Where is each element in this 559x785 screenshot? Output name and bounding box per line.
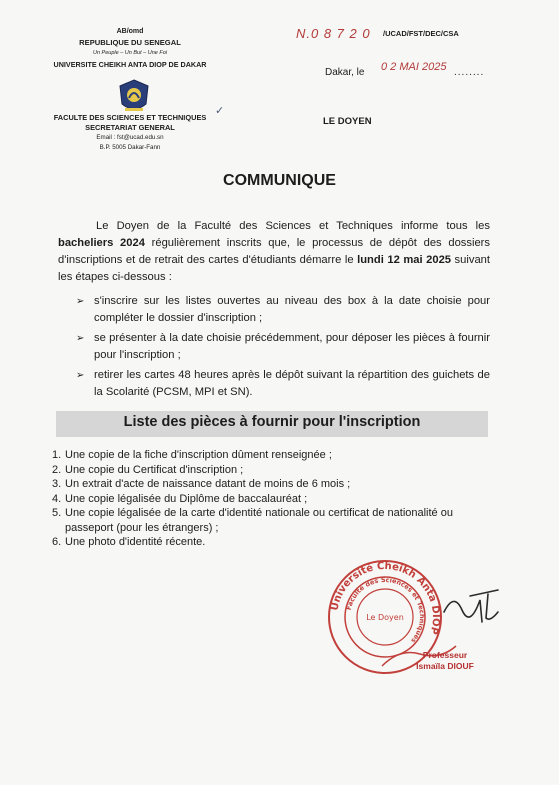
intro-bold-1: bacheliers 2024 <box>58 237 145 249</box>
documents-list <box>52 448 492 550</box>
arrow-bullet-icon: ➢ <box>76 296 85 307</box>
university-name: UNIVERSITE CHEIKH ANTA DIOP DE DAKAR <box>53 60 207 69</box>
signatory-title: LE DOYEN <box>323 116 372 127</box>
list-item <box>52 492 492 507</box>
date-handwritten: 0 2 MAI 2025 <box>381 61 447 73</box>
arrow-bullet-icon: ➢ <box>76 333 85 344</box>
intro-text-1: Le Doyen de la Faculté des Sciences et Techniques informe tous les <box>96 220 490 232</box>
step-text: se présenter à la date choisie précédemment, pour déposer les pièces à fournir pour l'inscription ; <box>94 332 490 361</box>
steps-list <box>72 293 490 404</box>
step-text: retirer les cartes 48 heures après le dépôt suivant la répartition des guichets de la Scolarité (PCSM, MPI et SN). <box>94 369 490 398</box>
list-item <box>72 330 490 364</box>
faculty-name: FACULTE DES SCIENCES ET TECHNIQUES <box>53 113 207 122</box>
reference-initials: AB/omd <box>116 28 144 35</box>
signatory-rank: Professeur <box>422 650 468 660</box>
stamp-inner-text: Faculté des Sciences et Techniques <box>344 575 427 645</box>
faculty-address: B.P. 5005 Dakar-Fann <box>99 144 161 151</box>
republic-name: REPUBLIQUE DU SENEGAL <box>79 38 181 47</box>
svg-text:Faculté des Sciences et Techni <box>345 576 426 645</box>
intro-bold-2: lundi 12 mai 2025 <box>357 254 452 266</box>
signature-icon <box>440 582 510 630</box>
list-item <box>52 448 492 463</box>
national-motto: Un Peuple – Un But – Une Foi <box>93 50 167 56</box>
reference-number-handwritten: N.0 8 7 2 0 <box>296 26 371 41</box>
item-number: 2. <box>52 463 62 476</box>
check-mark-icon: ✓ <box>215 105 225 117</box>
intro-text-2: régulièrement inscrits que, le processus de dépôt des dossiers d'inscriptions et de retrait des cartes d'étudiants démarre le <box>58 237 491 266</box>
item-text: Une copie du Certificat d'inscription ; <box>65 463 244 476</box>
item-number: 3. <box>52 478 62 490</box>
university-emblem-icon <box>117 78 151 116</box>
item-text: Une copie légalisée de la carte d'identité nationale ou certificat de nationalité ou passeport (pour les étrangers) ; <box>65 507 453 534</box>
date-dots: ........ <box>454 67 485 78</box>
intro-paragraph <box>58 218 490 286</box>
faculty-block <box>20 113 240 153</box>
item-number: 1. <box>52 449 62 461</box>
stamp-ring-text: Université Cheikh Anta DIOP <box>329 560 442 636</box>
section-title: Liste des pièces à fournir pour l'inscription <box>123 414 421 430</box>
list-item <box>72 367 490 401</box>
item-text: Une copie de la fiche d'inscription dûment renseignée ; <box>65 449 332 461</box>
list-item <box>72 293 490 327</box>
signatory-name: Ismaïla DIOUF <box>416 661 474 671</box>
secretariat-name: SECRETARIAT GENERAL <box>85 123 175 132</box>
faculty-email: Email : fst@ucad.edu.sn <box>96 134 164 141</box>
item-number: 5. <box>52 507 62 519</box>
letterhead-left <box>20 26 240 70</box>
reference-suffix: /UCAD/FST/DEC/CSA <box>383 29 459 38</box>
list-item <box>52 535 492 550</box>
item-text: Une copie légalisée du Diplôme de baccalauréat ; <box>65 492 308 505</box>
item-text: Une photo d'identité récente. <box>65 536 206 548</box>
list-item <box>52 463 492 478</box>
signatory-name-stamp <box>395 650 495 672</box>
document-title: COMMUNIQUE <box>223 172 336 189</box>
intro-text-3: suivant les étapes ci-dessous : <box>58 254 490 283</box>
item-text: Un extrait d'acte de naissance datant de moins de 6 mois ; <box>65 478 351 490</box>
step-text: s'inscrire sur les listes ouvertes au niveau des box à la date choisie pour compléter le dossier d'inscription ; <box>94 295 490 324</box>
item-number: 6. <box>52 536 62 548</box>
item-number: 4. <box>52 492 62 505</box>
list-item <box>52 506 492 535</box>
list-item <box>52 477 492 492</box>
arrow-bullet-icon: ➢ <box>76 370 85 381</box>
date-label: Dakar, le <box>325 67 365 78</box>
stamp-center-text: Le Doyen <box>366 613 404 622</box>
